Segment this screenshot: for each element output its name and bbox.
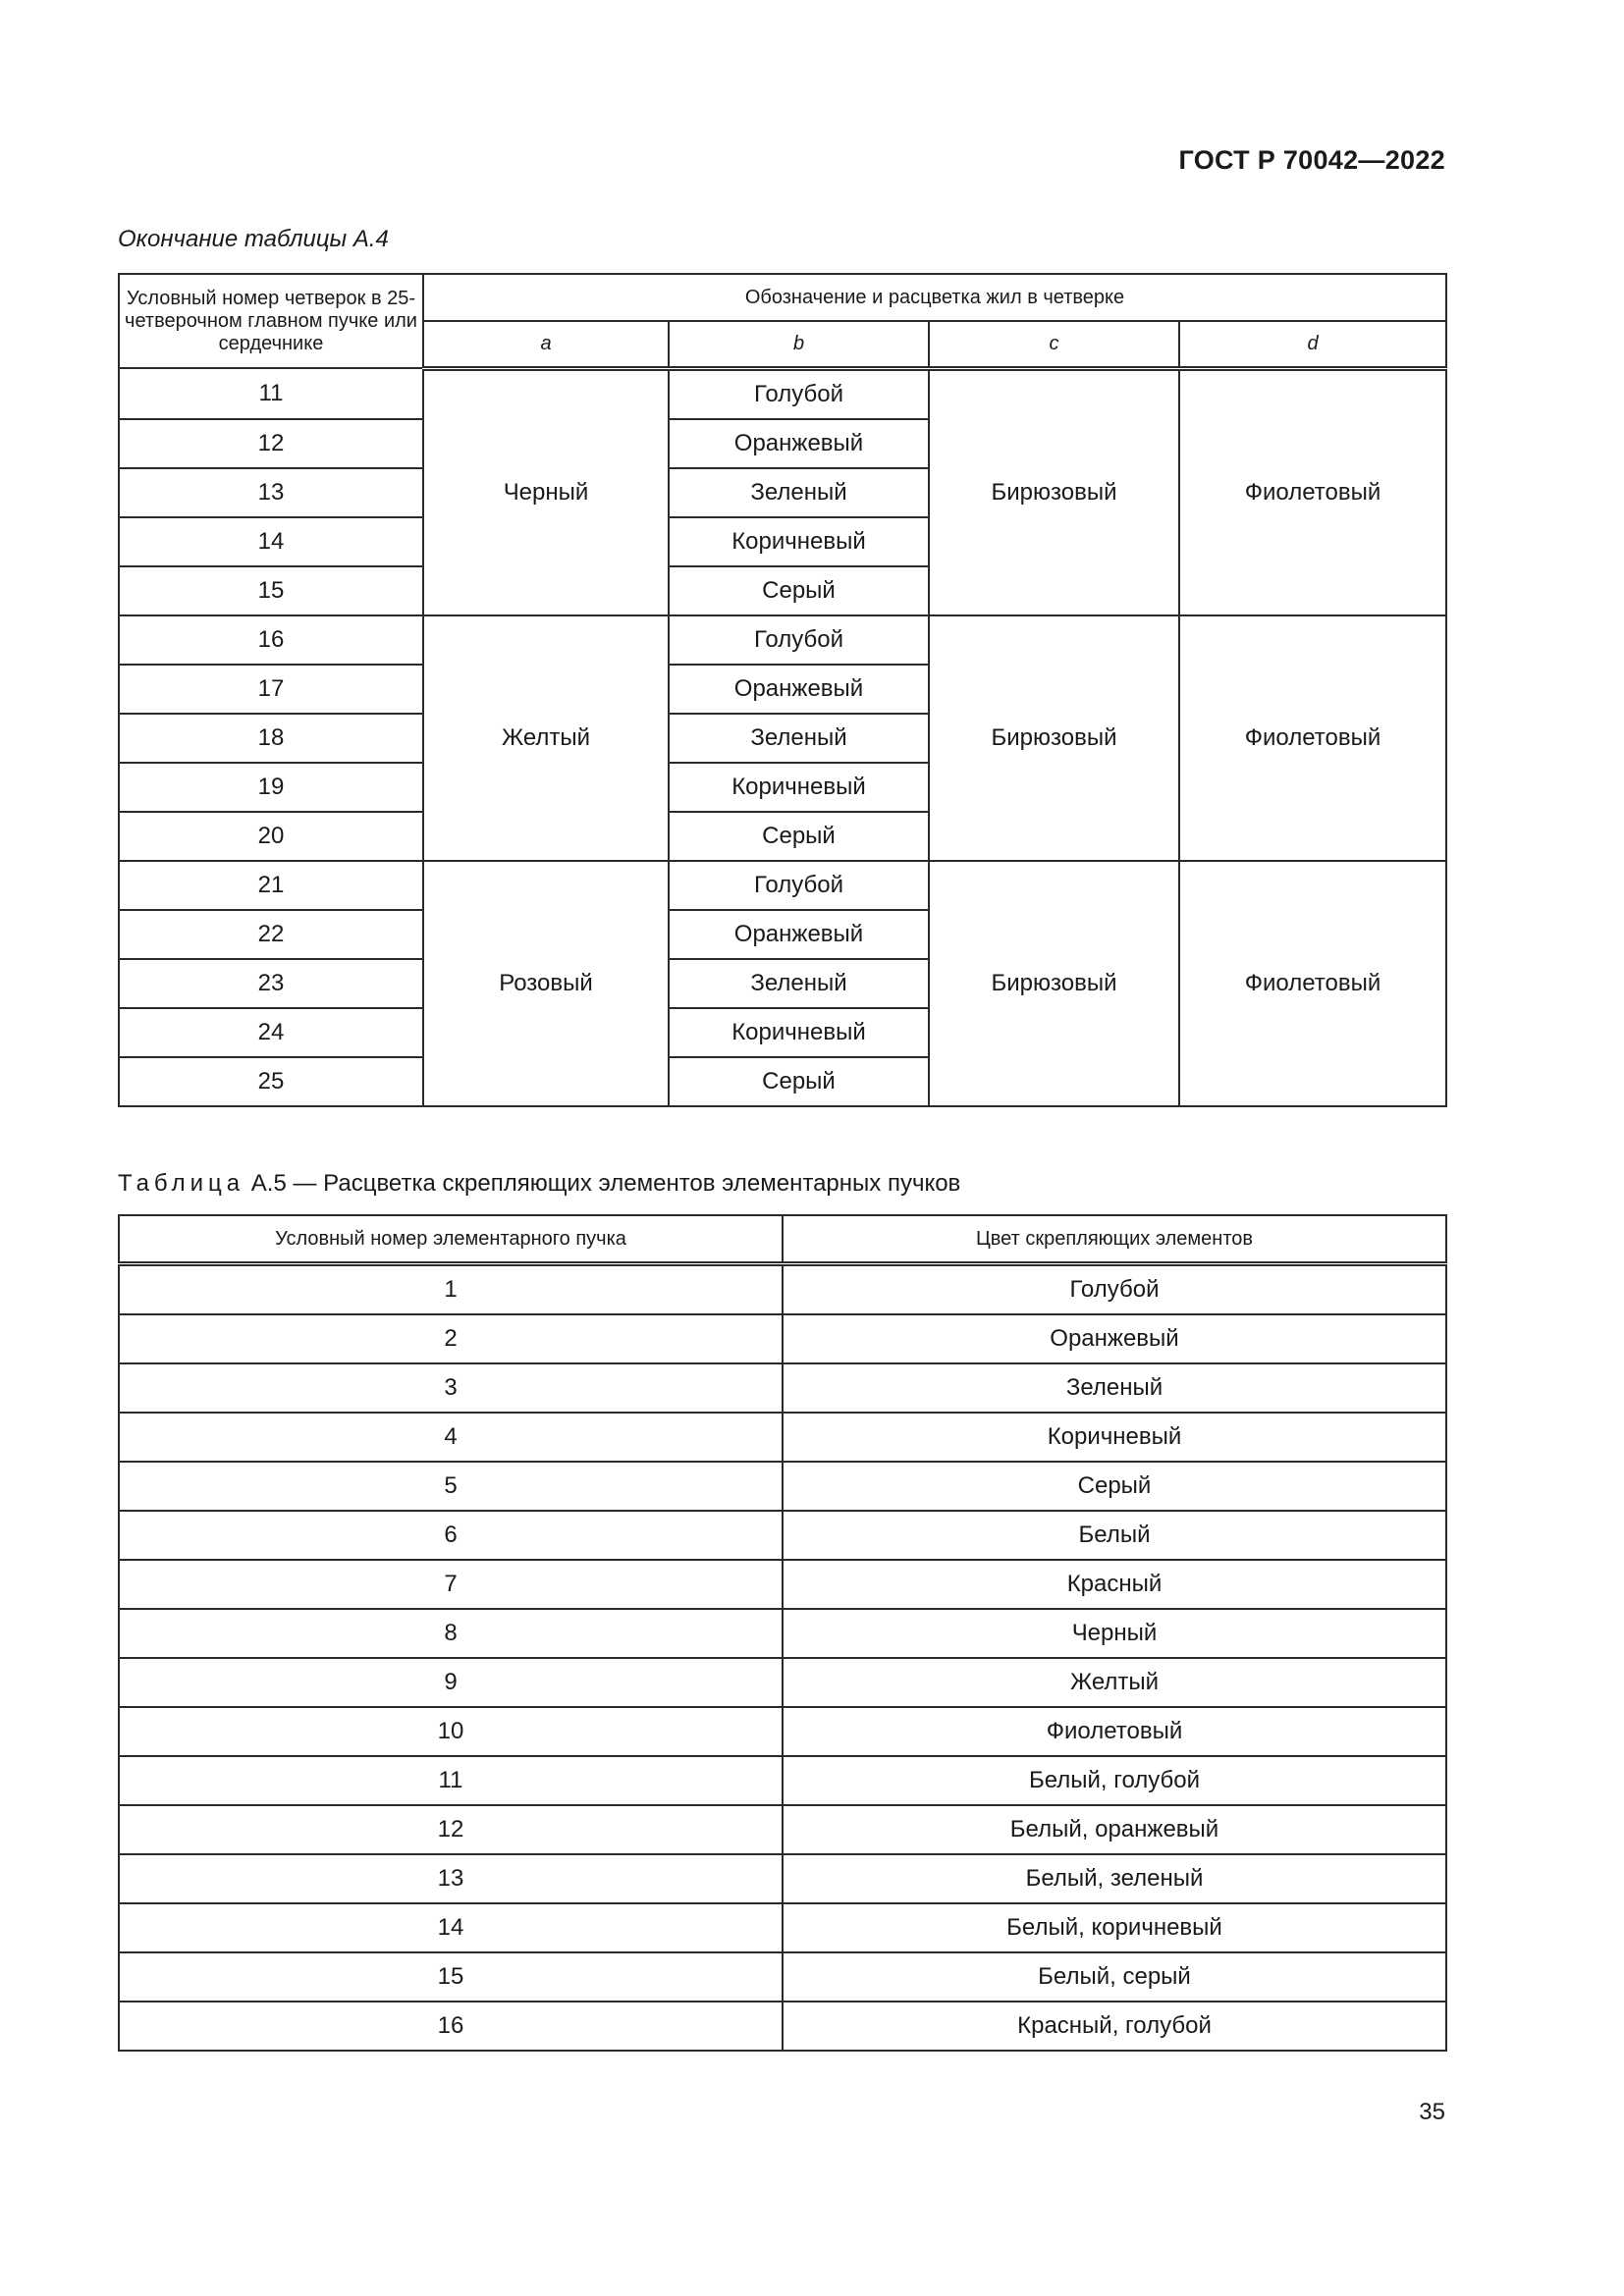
table-row [119,1805,1446,1854]
table-row [119,2002,1446,2051]
color-b-cell: Коричневый [669,517,929,566]
table-a5-header-color: Цвет скрепляющих элементов [783,1215,1446,1264]
color-b-cell: Оранжевый [669,419,929,468]
table-row [119,1511,1446,1560]
color-c-cell: Бирюзовый [929,861,1179,1106]
bundle-number-cell: 4 [119,1413,783,1462]
table-a5-body [119,1264,1446,2052]
table-row [119,615,1446,665]
table-a5-caption-text: А.5 — Расцветка скрепляющих элементов элементарных пучков [244,1170,961,1197]
color-a-cell: Черный [423,368,669,615]
table-row [119,1707,1446,1756]
bundle-number-cell: 8 [119,1609,783,1658]
page-number: 35 [1419,2099,1445,2125]
color-d-cell: Фиолетовый [1179,615,1446,861]
binder-color-cell: Оранжевый [783,1314,1446,1363]
bundle-number-cell: 10 [119,1707,783,1756]
color-b-cell: Зеленый [669,468,929,517]
table-a4-subheader-c: c [929,321,1179,368]
binder-color-cell: Белый, серый [783,1952,1446,2002]
table-row [119,1264,1446,1315]
table-a4 [118,273,1447,1107]
table-a5-header-number: Условный номер элементарного пучка [119,1215,783,1264]
color-d-cell: Фиолетовый [1179,368,1446,615]
color-b-cell: Серый [669,566,929,615]
color-b-cell: Зеленый [669,714,929,763]
bundle-number-cell: 5 [119,1462,783,1511]
bundle-number-cell: 15 [119,1952,783,2002]
bundle-number-cell: 16 [119,2002,783,2051]
binder-color-cell: Белый [783,1511,1446,1560]
quad-number-cell: 21 [119,861,423,910]
quad-number-cell: 12 [119,419,423,468]
bundle-number-cell: 2 [119,1314,783,1363]
binder-color-cell: Черный [783,1609,1446,1658]
color-b-cell: Серый [669,812,929,861]
color-c-cell: Бирюзовый [929,615,1179,861]
table-row [119,1314,1446,1363]
binder-color-cell: Белый, зеленый [783,1854,1446,1903]
quad-number-cell: 15 [119,566,423,615]
binder-color-cell: Голубой [783,1264,1446,1315]
table-a4-subheader-b: b [669,321,929,368]
quad-number-cell: 13 [119,468,423,517]
table-row [119,1363,1446,1413]
table-row [119,1413,1446,1462]
table-a4-continuation-caption: Окончание таблицы А.4 [118,226,389,252]
table-row [119,1658,1446,1707]
bundle-number-cell: 6 [119,1511,783,1560]
binder-color-cell: Зеленый [783,1363,1446,1413]
quad-number-cell: 22 [119,910,423,959]
quad-number-cell: 20 [119,812,423,861]
bundle-number-cell: 12 [119,1805,783,1854]
color-c-cell: Бирюзовый [929,368,1179,615]
table-row [119,1903,1446,1952]
bundle-number-cell: 7 [119,1560,783,1609]
color-d-cell: Фиолетовый [1179,861,1446,1106]
table-row [119,861,1446,910]
binder-color-cell: Желтый [783,1658,1446,1707]
table-a5-caption-label: Таблица [118,1170,245,1197]
binder-color-cell: Коричневый [783,1413,1446,1462]
quad-number-cell: 18 [119,714,423,763]
bundle-number-cell: 9 [119,1658,783,1707]
color-b-cell: Оранжевый [669,910,929,959]
table-a5 [118,1214,1447,2052]
color-b-cell: Серый [669,1057,929,1106]
bundle-number-cell: 14 [119,1903,783,1952]
table-row [119,1560,1446,1609]
color-b-cell: Коричневый [669,763,929,812]
table-row [119,1952,1446,2002]
quad-number-cell: 24 [119,1008,423,1057]
quad-number-cell: 25 [119,1057,423,1106]
color-a-cell: Желтый [423,615,669,861]
binder-color-cell: Белый, коричневый [783,1903,1446,1952]
color-a-cell: Розовый [423,861,669,1106]
quad-number-cell: 11 [119,368,423,419]
color-b-cell: Голубой [669,861,929,910]
table-row [119,1854,1446,1903]
binder-color-cell: Белый, голубой [783,1756,1446,1805]
table-a4-body [119,368,1446,1106]
table-a5-caption [118,1170,960,1198]
binder-color-cell: Серый [783,1462,1446,1511]
table-row [119,1756,1446,1805]
document-code: ГОСТ Р 70042—2022 [1178,145,1445,175]
table-a4-col1-header: Условный номер четверок в 25-четверочном главном пучке или сердечнике [119,274,423,368]
binder-color-cell: Фиолетовый [783,1707,1446,1756]
table-row [119,1462,1446,1511]
table-a4-subheader-a: a [423,321,669,368]
quad-number-cell: 14 [119,517,423,566]
bundle-number-cell: 1 [119,1264,783,1315]
color-b-cell: Зеленый [669,959,929,1008]
table-row [119,368,1446,419]
color-b-cell: Голубой [669,615,929,665]
binder-color-cell: Белый, оранжевый [783,1805,1446,1854]
bundle-number-cell: 11 [119,1756,783,1805]
quad-number-cell: 17 [119,665,423,714]
table-a4-subheader-d: d [1179,321,1446,368]
quad-number-cell: 23 [119,959,423,1008]
binder-color-cell: Красный, голубой [783,2002,1446,2051]
color-b-cell: Оранжевый [669,665,929,714]
binder-color-cell: Красный [783,1560,1446,1609]
quad-number-cell: 16 [119,615,423,665]
color-b-cell: Голубой [669,368,929,419]
quad-number-cell: 19 [119,763,423,812]
table-row [119,1609,1446,1658]
bundle-number-cell: 13 [119,1854,783,1903]
bundle-number-cell: 3 [119,1363,783,1413]
table-a4-group-header: Обозначение и расцветка жил в четверке [423,274,1446,321]
color-b-cell: Коричневый [669,1008,929,1057]
